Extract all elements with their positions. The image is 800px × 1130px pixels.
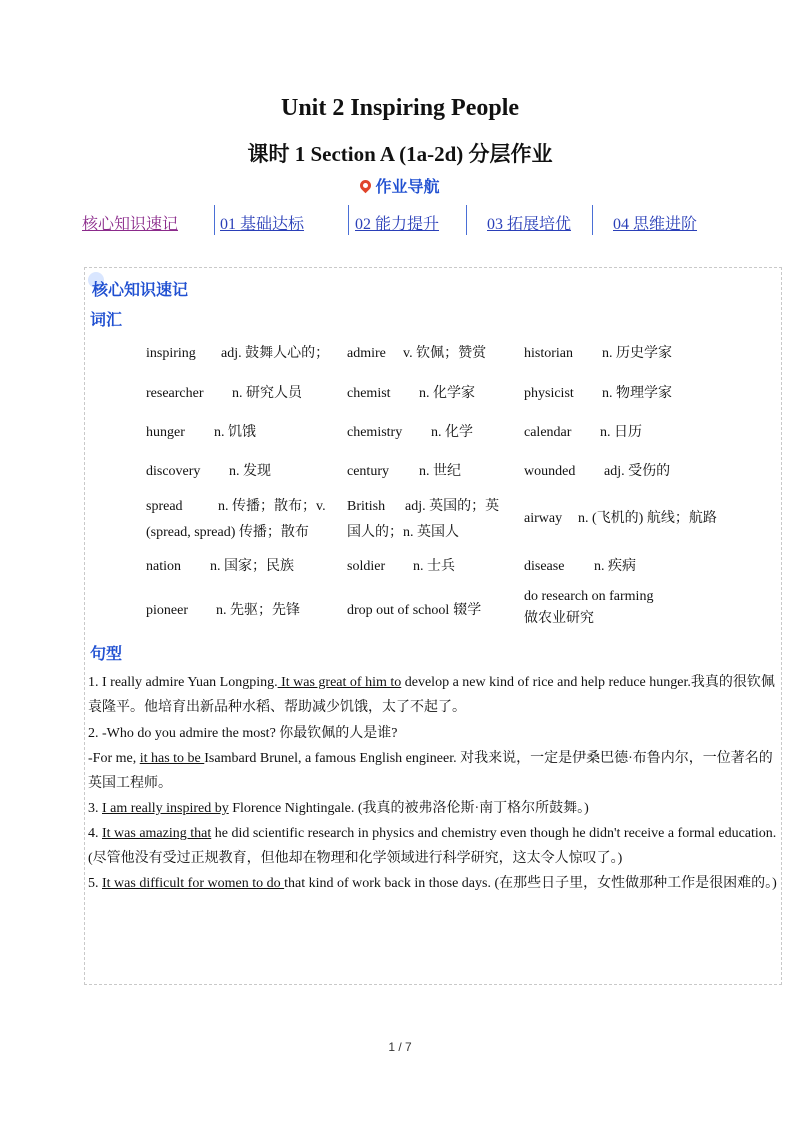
sentence-2-answer: -For me, it has to be Isambard Brunel, a famous English engineer. 对我来说，一定是伊桑巴德·布鲁内尔，一位著名的英国工程师。	[88, 751, 773, 791]
section-nav	[0, 205, 800, 237]
vocab-meaning: n. 化学家	[419, 386, 475, 401]
vocab-word: soldier	[347, 559, 386, 574]
vocab-meaning-cont: 国人的；n. 英国人	[347, 525, 459, 540]
vocab-item	[524, 586, 774, 630]
vocab-item	[146, 600, 331, 622]
nav-link-01[interactable]: 01 基础达标	[220, 216, 305, 233]
vocab-meaning: n. 发现	[229, 464, 271, 479]
sentence-5: 5. It was difficult for women to do that kind of work back in those days. (在那些日子里，女性做那种工作是很困难的。)	[88, 876, 777, 891]
vocab-word: spread	[146, 499, 183, 514]
vocab-item	[146, 556, 331, 578]
vocab-meaning-cont: (spread, spread) 传播；散布	[146, 525, 309, 540]
nav-divider	[466, 205, 467, 235]
vocab-item	[524, 422, 774, 444]
vocab-item	[347, 383, 532, 405]
vocab-word: airway	[524, 511, 563, 526]
vocab-word: wounded	[524, 464, 576, 479]
location-pin-icon	[358, 178, 374, 194]
vocab-word: discovery	[146, 464, 201, 479]
vocab-meaning: 做农业研究	[524, 611, 594, 626]
vocab-word: physicist	[524, 386, 574, 401]
vocab-meaning: n. 历史学家	[602, 346, 672, 361]
vocab-word: researcher	[146, 386, 204, 401]
vocab-word: inspiring	[146, 346, 196, 361]
vocab-item	[347, 461, 532, 483]
vocab-meaning: adj. 鼓舞人心的；	[221, 346, 330, 361]
vocab-meaning: n. 国家；民族	[210, 559, 294, 574]
vocab-meaning: 辍学	[453, 603, 482, 618]
nav-link-04[interactable]: 04 思维进阶	[613, 216, 698, 233]
vocab-meaning: n. 士兵	[413, 559, 455, 574]
page-number: 1 / 7	[388, 1040, 412, 1054]
vocab-word: pioneer	[146, 603, 188, 618]
vocab-meaning: n. 先驱；先锋	[216, 603, 300, 618]
vocab-item	[347, 494, 532, 546]
vocab-item	[347, 422, 532, 444]
nav-heading	[0, 174, 800, 197]
vocab-meaning: adj. 受伤的	[604, 464, 671, 479]
sentence-2: 2. -Who do you admire the most? 你最钦佩的人是谁?	[88, 726, 398, 741]
sentence-3: 3. I am really inspired by Florence Nightingale. (我真的被弗洛伦斯·南丁格尔所鼓舞。)	[88, 801, 589, 816]
nav-link-03[interactable]: 03 拓展培优	[487, 216, 572, 233]
vocab-item	[146, 494, 331, 546]
nav-divider	[348, 205, 349, 235]
vocab-meaning: n. 世纪	[419, 464, 461, 479]
vocab-meaning: n. 研究人员	[232, 386, 302, 401]
vocab-word: hunger	[146, 425, 185, 440]
vocab-meaning: n. 饥饿	[214, 425, 256, 440]
nav-divider	[214, 205, 215, 235]
vocab-item	[146, 422, 331, 444]
vocab-item	[347, 600, 532, 622]
vocab-meaning: n. 传播；散布；v.	[218, 499, 326, 514]
vocab-item	[146, 461, 331, 483]
vocab-word: chemist	[347, 386, 391, 401]
vocab-meaning: n. 疾病	[594, 559, 636, 574]
vocab-word: nation	[146, 559, 181, 574]
vocab-meaning: n. (飞机的) 航线；航路	[578, 511, 717, 526]
vocab-meaning: n. 物理学家	[602, 386, 672, 401]
vocab-word: do research on farming	[524, 589, 654, 604]
vocab-item	[347, 343, 532, 365]
vocab-word: admire	[347, 346, 386, 361]
vocab-word: chemistry	[347, 425, 403, 440]
nav-heading-label: 作业导航	[375, 177, 440, 196]
vocab-word: calendar	[524, 425, 572, 440]
vocab-word: historian	[524, 346, 573, 361]
page-subtitle: 课时 1 Section A (1a-2d) 分层作业	[247, 142, 553, 166]
vocab-item	[524, 461, 774, 483]
vocab-item	[524, 343, 774, 365]
vocab-word: disease	[524, 559, 565, 574]
nav-divider	[592, 205, 593, 235]
nav-link-02[interactable]: 02 能力提升	[355, 216, 440, 233]
vocab-item	[524, 556, 774, 578]
sentence-4: 4. It was amazing that he did scientific research in physics and chemistry even though he didn't receive a formal education. (尽管他没有受过正规教育，但他却在物理和化学领域进行科学研究，这太令人惊叹了。)	[88, 826, 777, 866]
vocab-word: drop out of school	[347, 603, 450, 618]
vocab-meaning: n. 化学	[431, 425, 473, 440]
vocab-meaning: adj. 英国的；英	[405, 499, 500, 514]
sentence-heading: 句型	[90, 644, 123, 663]
vocab-item	[524, 508, 774, 530]
page-title: Unit 2 Inspiring People	[280, 95, 520, 121]
vocab-item	[524, 383, 774, 405]
vocab-item	[146, 383, 331, 405]
sentence-1: 1. I really admire Yuan Longping. It was great of him to develop a new kind of rice and help reduce hunger.我真的很钦佩袁隆平。他培育出新品种水稻、帮助减少饥饿，太了不起了。	[88, 675, 775, 715]
vocab-item	[347, 556, 532, 578]
nav-link-core[interactable]: 核心知识速记	[82, 216, 179, 233]
core-knowledge-heading: 核心知识速记	[92, 280, 189, 299]
vocab-word: British	[347, 499, 386, 514]
vocab-item	[146, 343, 331, 365]
vocab-heading: 词汇	[90, 310, 123, 329]
vocab-meaning: n. 日历	[600, 425, 642, 440]
vocab-word: century	[347, 464, 389, 479]
vocab-meaning: v. 钦佩；赞赏	[403, 346, 487, 361]
